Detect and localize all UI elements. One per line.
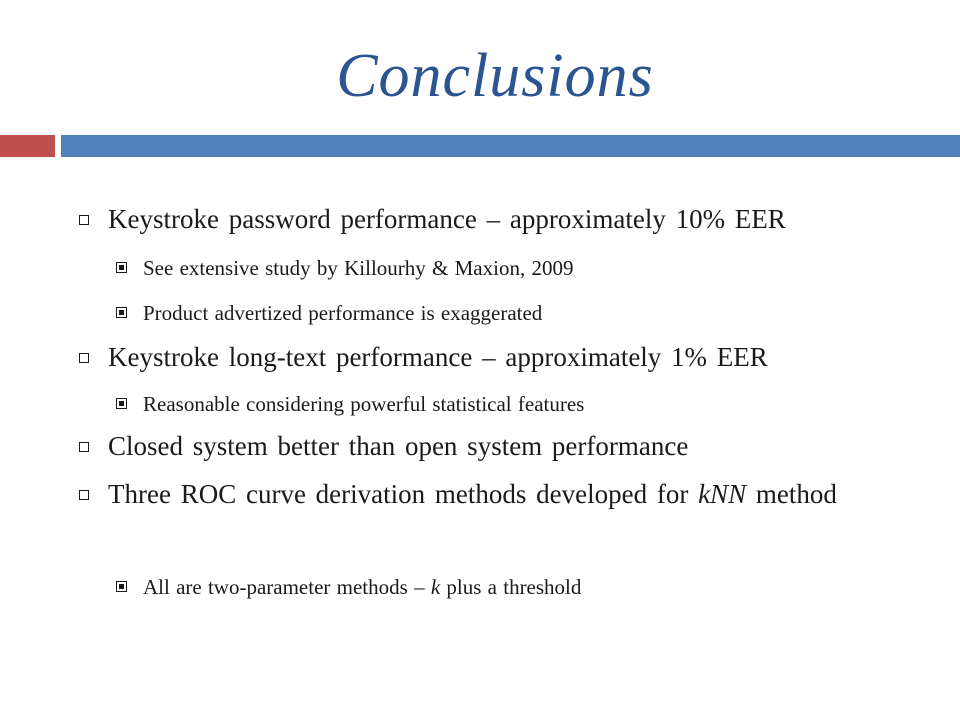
sub-bullet-text — [143, 573, 903, 601]
bullet-hollow-icon — [79, 353, 89, 363]
bullet-text: Keystroke password performance – approximately 10% EER — [108, 204, 786, 234]
sub-bullet-text: Product advertized performance is exaggerated — [143, 301, 543, 325]
sub-bullet-icon — [116, 307, 127, 318]
bullet-text — [108, 477, 878, 511]
sub-bullet-text-part: plus a threshold — [440, 575, 582, 599]
sub-bullet-icon — [116, 398, 127, 409]
sub-bullet-icon — [116, 581, 127, 592]
bullet-text-part: method — [746, 479, 837, 509]
bullet-text-part: Three ROC curve derivation methods developed for — [108, 479, 699, 509]
sub-bullet-icon — [116, 262, 127, 273]
sub-bullet-text: Reasonable considering powerful statistical features — [143, 392, 585, 416]
bullet-text-italic: kNN — [698, 479, 747, 509]
bullet-text: Keystroke long-text performance – approximately 1% EER — [108, 342, 768, 372]
sub-bullet-text: See extensive study by Killourhy & Maxion, 2009 — [143, 256, 574, 280]
bullet-text: Closed system better than open system performance — [108, 431, 689, 461]
sub-bullet-text-italic: k — [430, 575, 441, 599]
bullet-hollow-icon — [79, 442, 89, 452]
slide-title: Conclusions — [336, 42, 654, 110]
bullet-hollow-icon — [79, 490, 89, 500]
sub-bullet-text-part: All are two-parameter methods – — [143, 575, 431, 599]
bullet-hollow-icon — [79, 215, 89, 225]
